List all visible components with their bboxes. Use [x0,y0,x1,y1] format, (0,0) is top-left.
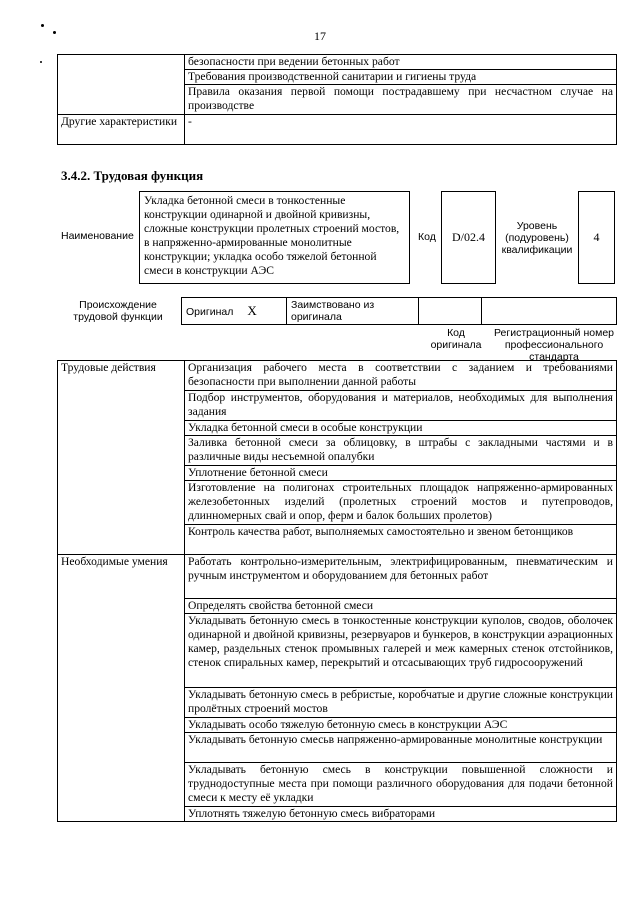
level-box [578,191,615,284]
section-title: 3.4.2. Трудовая функция [61,168,204,183]
table-cell: Укладывать бетонную смесь в ребристые, коробчатые и другие сложные конструкции пролётных строений мостов [185,688,617,718]
borrowed-cell: Заимствовано из оригинала [287,298,419,325]
table-cell: Заливка бетонной смеси за облицовку, в штрабы с закладными частями и в различные виды несъемной опалубки [185,436,617,466]
top-table-cell: Правила оказания первой помощи пострадавшему при несчастном случае на производстве [185,85,617,115]
top-table [57,54,617,145]
top-table-cell: - [185,115,617,145]
top-table-label: Другие характеристики [58,115,185,145]
reg-number-caption: Регистрационный номер профессионального стандарта [494,327,614,363]
table-row [58,555,617,599]
scan-speck [41,24,44,27]
table-cell: Укладывать особо тяжелую бетонную смесь в конструкции АЭС [185,718,617,733]
origin-code-cell [419,298,482,325]
table-row [58,115,617,145]
original-mark: X [247,303,257,318]
code-original-caption: Код оригинала [430,327,482,351]
table-cell: Определять свойства бетонной смеси [185,599,617,614]
level-label: Уровень (подуровень) квалификации [501,220,573,256]
original-label: Оригинал [186,306,234,318]
origin-label: Происхождение трудовой функции [73,299,163,323]
top-table-cell: Требования производственной санитарии и гигиены труда [185,70,617,85]
origin-reg-cell [482,298,617,325]
table-cell: Организация рабочего места в соответствии с заданием и требованиями безопасности при выполнении данной работы [185,361,617,391]
group-label: Трудовые действия [58,361,185,555]
scan-speck [40,61,42,63]
table-cell: Укладка бетонной смеси в особые конструкции [185,421,617,436]
table-cell: Изготовление на полигонах строительных площадок напряженно-армированных железобетонных изделий (пролетных строений мостов и путепроводов, длинномерных свай и опор, ферм и балок больших пролетов) [185,481,617,525]
function-name-value: Укладка бетонной смеси в тонкостенные конструкции одинарной и двойной кривизны, сложные конструкции пролетных строений мостов, в напряженно-армированные монолитные конструкции; укладка особо тяжелой бетонной смеси в конструкции АЭС [144,194,400,277]
code-label: Код [418,231,436,243]
level-value: 4 [593,230,600,244]
group-label: Необходимые умения [58,555,185,822]
origin-table [181,297,617,325]
table-cell: Укладывать бетонную смесь в тонкостенные конструкции куполов, сводов, оболочек одинарной и двойной кривизны, резервуаров и бункеров, в конструкции аэрационных камер, раздельных стенок промывных галерей и меж камерных стенок отстойников, стенок спиральных камер, перекрытий и отсасывающих труб гидросооружений [185,614,617,688]
table-cell: Уплотнение бетонной смеси [185,466,617,481]
top-table-cell: безопасности при ведении бетонных работ [185,55,617,70]
table-cell: Контроль качества работ, выполняемых самостоятельно и звеном бетонщиков [185,525,617,555]
table-cell: Работать контрольно-измерительным, электрифицированным, пневматическим и ручным инструментом и оборудованием для бетонных работ [185,555,617,599]
table-row [58,361,617,391]
code-box [441,191,496,284]
name-label: Наименование [61,230,134,242]
page-number: 17 [314,29,326,43]
function-name-box [139,191,410,284]
code-value: D/02.4 [452,230,485,244]
top-table-empty-label [58,55,185,115]
table-cell: Укладывать бетонную смесьв напряженно-армированные монолитные конструкции [185,733,617,763]
original-cell [182,298,287,325]
scan-speck [53,31,56,34]
table-row [58,55,617,70]
table-cell: Укладывать бетонную смесь в конструкции повышенной сложности и труднодоступные места при помощи различного оборудования для подачи бетонной смеси к месту её укладки [185,763,617,807]
main-table [57,360,617,822]
table-cell: Подбор инструментов, оборудования и материалов, необходимых для выполнения задания [185,391,617,421]
table-cell: Уплотнять тяжелую бетонную смесь вибраторами [185,807,617,822]
